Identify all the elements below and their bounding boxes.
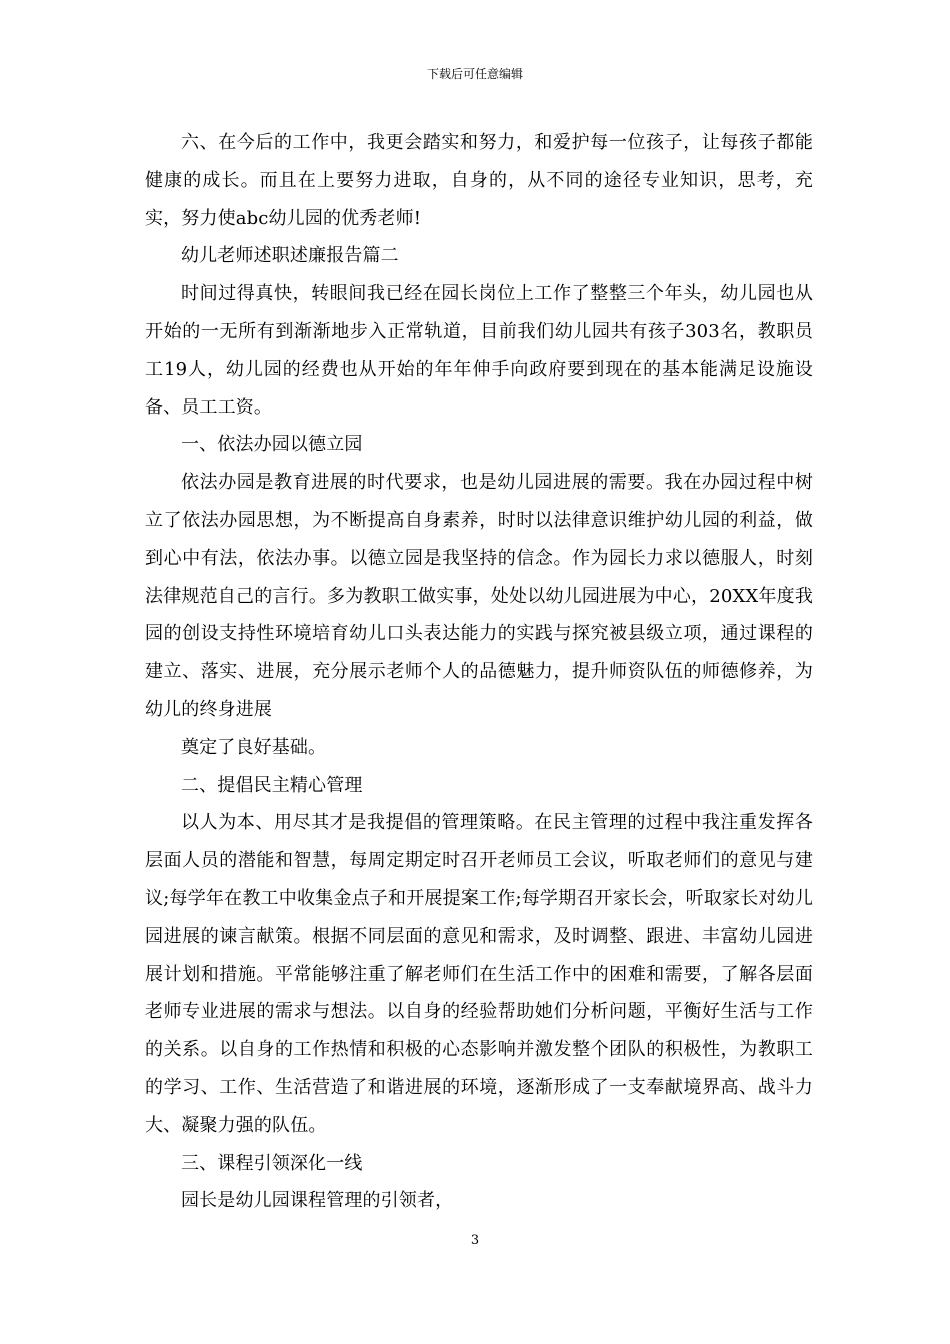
paragraph-curriculum: 园长是幼儿园课程管理的引领者，	[181, 1190, 454, 1212]
paragraph-democratic-management: 以人为本、用尽其才是我提倡的管理策略。在民主管理的过程中我注重发挥各层面人员的潜能和智慧，每周定期定时召开老师员工会议，听取老师们的意见与建议;每学年在教工中收集金点子和开展提案工作;每学期召开家长会，听取家长对幼儿园进展的谏言献策。根据不同层面的意见和需求，及时调整、跟进、丰富幼儿园进展计划和措施。平常能够注重了解老师们在生活工作中的困难和需要，了解各层面老师专业进展的需求与想法。以自身的经验帮助她们分析问题，平衡好生活与工作的关系。以自身的工作热情和积极的心态影响并激发整个团队的积极性，为教职工的学习、工作、生活营造了和谐进展的环境，逐渐形成了一支奉献境界高、战斗力大、凝聚力强的队伍。	[145, 812, 813, 1136]
section-heading-three: 三、课程引领深化一线	[181, 1152, 363, 1174]
paragraph-foundation: 奠定了良好基础。	[181, 736, 327, 758]
document-body	[145, 124, 813, 1220]
page-number: 3	[470, 1233, 480, 1248]
section-heading-two: 二、提倡民主精心管理	[181, 774, 363, 796]
section-heading-one: 一、依法办园以德立园	[181, 434, 363, 456]
paragraph-intro: 时间过得真快，转眼间我已经在园长岗位上工作了整整三个年头，幼儿园也从开始的一无所有到渐渐地步入正常轨道，目前我们幼儿园共有孩子303名，教职员工19人，幼儿园的经费也从开始的年年伸手向政府要到现在的基本能满足设施设备、员工工资。	[145, 283, 813, 418]
paragraph-law-based: 依法办园是教育进展的时代要求，也是幼儿园进展的需要。我在办园过程中树立了依法办园思想，为不断提高自身素养，时时以法律意识维护幼儿园的利益，做到心中有法，依法办事。以德立园是我坚持的信念。作为园长力求以德服人，时刻法律规范自己的言行。多为教职工做实事，处处以幼儿园进展为中心，20XX年度我园的创设支持性环境培育幼儿口头表达能力的实践与探究被县级立项，通过课程的建立、落实、进展，充分展示老师个人的品德魅力，提升师资队伍的师德修养，为幼儿的终身进展	[145, 472, 813, 720]
section-heading-report-two: 幼儿老师述职述廉报告篇二	[181, 245, 399, 267]
paragraph-item-six: 六、在今后的工作中，我更会踏实和努力，和爱护每一位孩子，让每孩子都能健康的成长。而且在上要努力进取，自身的，从不同的途径专业知识，思考，充实，努力使abc幼儿园的优秀老师!	[145, 132, 813, 229]
page-header: 下载后可任意编辑	[426, 67, 523, 81]
